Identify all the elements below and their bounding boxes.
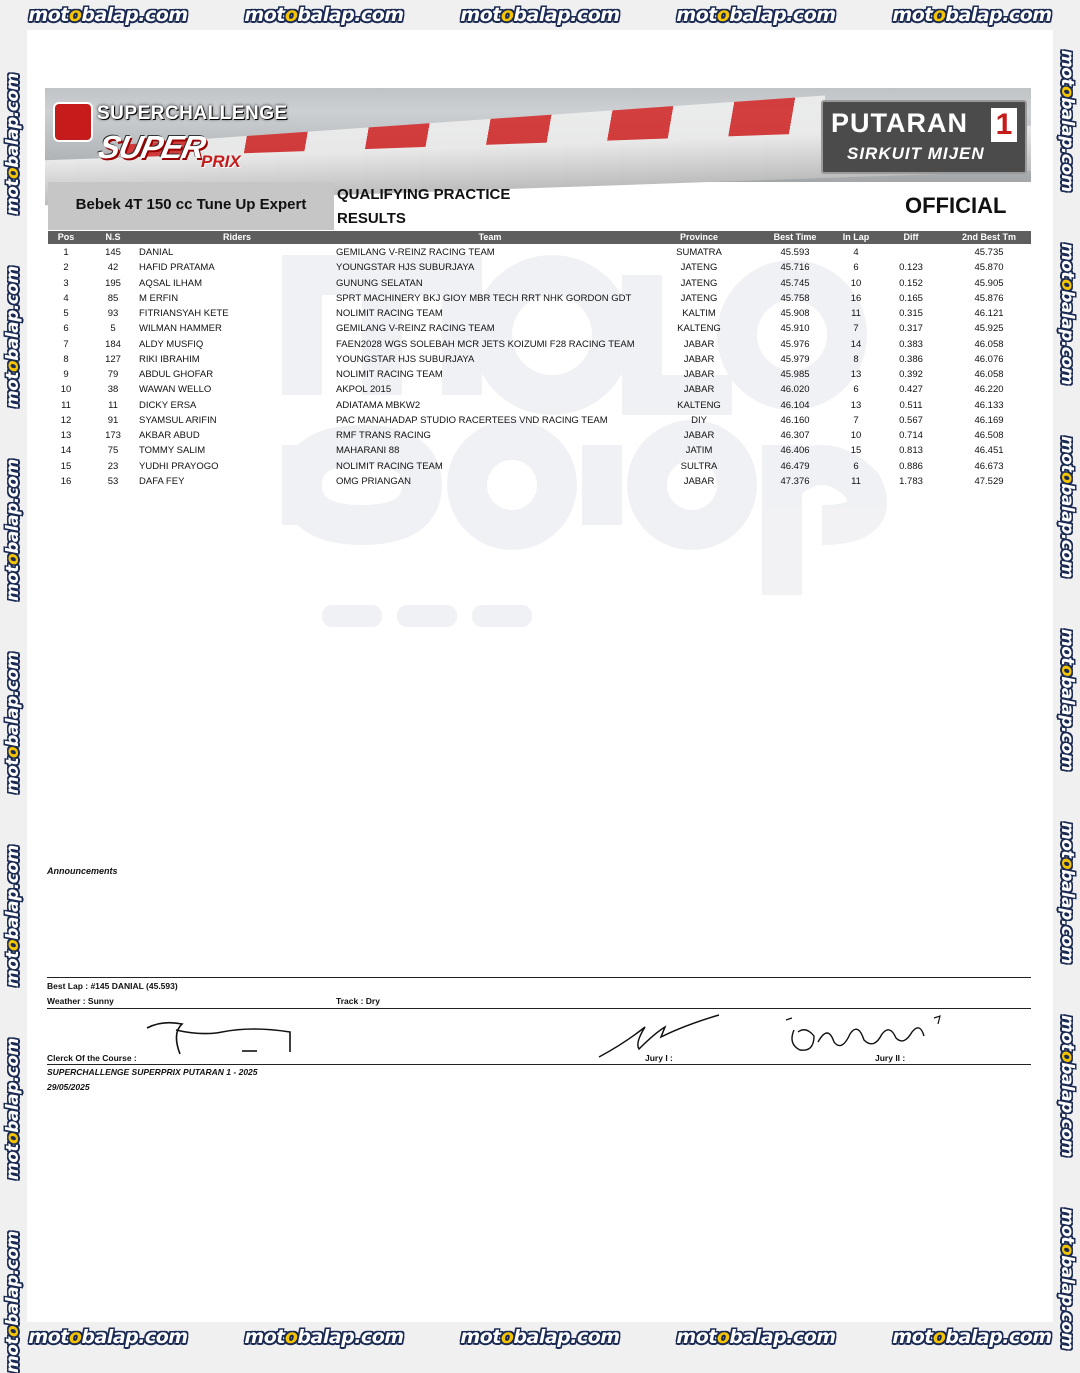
cell-ns: 42: [107, 262, 119, 274]
cell-team: GEMILANG V-REINZ RACING TEAM: [336, 323, 495, 335]
cell-second-best: 46.121: [974, 308, 1004, 319]
cell-province: JATENG: [680, 277, 718, 289]
table-row: [48, 428, 1031, 443]
circuit-name: SIRKUIT MIJEN: [847, 144, 985, 163]
cell-ns: 75: [107, 445, 119, 457]
watermark-text: motobalap.com: [3, 459, 23, 601]
cell-in-lap: 7: [853, 414, 859, 426]
cell-ns: 23: [107, 460, 119, 472]
cell-pos: 11: [61, 399, 71, 411]
table-row: [48, 474, 1031, 489]
cell-pos: 15: [60, 460, 72, 472]
cell-in-lap: 16: [850, 292, 862, 304]
cell-ns: 53: [107, 475, 119, 487]
cell-team: FAEN2028 WGS SOLEBAH MCR JETS KOIZUMI F28 RACING TEAM: [336, 338, 635, 350]
cell-province: JABAR: [683, 369, 715, 380]
cell-second-best: 46.220: [974, 384, 1004, 396]
cell-in-lap: 6: [853, 262, 859, 274]
cell-ns: 38: [107, 384, 119, 396]
watermark-text: motobalap.com: [892, 4, 1052, 26]
cell-ns: 127: [105, 353, 121, 365]
cell-pos: 16: [60, 475, 72, 487]
cell-province: KALTENG: [677, 399, 721, 411]
watermark-bottom-row: [0, 1322, 1080, 1352]
cell-pos: 5: [63, 308, 69, 319]
cell-ns: 195: [105, 277, 121, 289]
cell-province: JABAR: [683, 475, 715, 487]
cell-rider: DANIAL: [139, 247, 174, 258]
cell-team: NOLIMIT RACING TEAM: [336, 460, 443, 472]
results-sheet: [27, 30, 1053, 1322]
cell-diff: 0.152: [899, 277, 923, 289]
cell-ns: 184: [105, 338, 121, 350]
best-lap: Best Lap : #145 DANIAL (45.593): [47, 981, 178, 991]
cell-second-best: 46.508: [974, 430, 1004, 441]
cell-province: JABAR: [683, 384, 715, 396]
cell-ns: 11: [108, 399, 118, 411]
col-riders: Riders: [222, 232, 252, 242]
watermark-text: motobalap.com: [3, 845, 23, 987]
table-row: [48, 382, 1031, 397]
cell-rider: WILMAN HAMMER: [139, 323, 222, 335]
cell-team: MAHARANI 88: [336, 445, 400, 457]
cell-in-lap: 13: [850, 369, 862, 380]
cell-best-time: 46.160: [780, 414, 810, 426]
table-row: [48, 260, 1031, 275]
cell-rider: AKBAR ABUD: [139, 430, 200, 441]
divider: [47, 977, 1031, 978]
table-row: [48, 367, 1031, 382]
round-label: PUTARAN: [831, 108, 968, 138]
table-row: [48, 306, 1031, 321]
cell-rider: RIKI IBRAHIM: [139, 353, 200, 365]
cell-pos: 8: [63, 353, 69, 365]
watermark-text: motobalap.com: [1057, 243, 1077, 385]
cell-team: SPRT MACHINERY BKJ GIOY MBR TECH RRT NHK GORDON GDT: [336, 292, 632, 304]
table-row: [48, 276, 1031, 291]
cell-diff: 0.813: [899, 445, 923, 457]
cell-team: ADIATAMA MBKW2: [336, 399, 421, 411]
cell-pos: 7: [63, 338, 69, 350]
jury-one-label: Jury I :: [645, 1053, 673, 1063]
cell-rider: TOMMY SALIM: [139, 445, 206, 457]
watermark-text: motobalap.com: [3, 1231, 23, 1373]
watermark-text: motobalap.com: [244, 4, 404, 26]
watermark-text: motobalap.com: [676, 1326, 836, 1348]
cell-rider: DICKY ERSA: [139, 399, 197, 411]
cell-pos: 13: [60, 430, 72, 441]
cell-team: YOUNGSTAR HJS SUBURJAYA: [336, 353, 475, 365]
cell-ns: 79: [107, 369, 119, 380]
event-date: 29/05/2025: [47, 1082, 90, 1092]
cell-second-best: 46.673: [974, 460, 1004, 472]
cell-province: KALTIM: [682, 308, 716, 319]
results-table-body: [48, 245, 1031, 489]
cell-in-lap: 7: [853, 323, 859, 335]
cell-rider: WAWAN WELLO: [139, 384, 212, 396]
cell-best-time: 45.976: [780, 338, 810, 350]
divider: [47, 1064, 1031, 1065]
event-banner: [45, 88, 1031, 182]
cell-rider: ALDY MUSFIQ: [139, 338, 204, 350]
weather: Weather : Sunny: [47, 996, 114, 1006]
table-row: [48, 291, 1031, 306]
watermark-text: motobalap.com: [1057, 436, 1077, 578]
watermark-text: motobalap.com: [28, 4, 188, 26]
track-condition: Track : Dry: [336, 996, 380, 1006]
cell-second-best: 46.451: [974, 445, 1004, 457]
cell-diff: 0.427: [899, 384, 923, 396]
watermark-text: motobalap.com: [3, 266, 23, 408]
cell-best-time: 45.593: [780, 247, 810, 258]
cell-pos: 6: [63, 323, 69, 335]
clerk-label: Clerck Of the Course :: [47, 1053, 137, 1063]
cell-best-time: 46.406: [780, 445, 810, 457]
table-row: [48, 321, 1031, 336]
table-row: [48, 245, 1031, 260]
cell-pos: 3: [63, 277, 69, 289]
table-row: [48, 443, 1031, 458]
cell-in-lap: 10: [850, 430, 862, 441]
cell-ns: 145: [105, 247, 121, 258]
official-status: OFFICIAL: [905, 193, 1007, 218]
watermark-text: motobalap.com: [676, 4, 836, 26]
cell-team: PAC MANAHADAP STUDIO RACERTEES VND RACING TEAM: [336, 414, 608, 426]
cell-second-best: 45.870: [974, 262, 1004, 274]
cell-diff: 0.315: [899, 308, 923, 319]
cell-best-time: 45.758: [780, 292, 810, 304]
cell-pos: 2: [63, 262, 69, 274]
cell-rider: AQSAL ILHAM: [139, 277, 203, 289]
cell-diff: 0.392: [899, 369, 923, 380]
cell-diff: 0.886: [899, 460, 923, 472]
cell-best-time: 45.979: [780, 353, 810, 365]
cell-team: AKPOL 2015: [336, 384, 392, 396]
cell-pos: 12: [60, 414, 72, 426]
cell-in-lap: 13: [850, 399, 862, 411]
cell-best-time: 46.479: [780, 460, 810, 472]
cell-best-time: 45.985: [780, 369, 810, 380]
table-row: [48, 459, 1031, 474]
cell-diff: 0.714: [899, 430, 923, 441]
col-ns: N.S: [105, 232, 121, 242]
col-best-time: Best Time: [773, 232, 817, 242]
cell-pos: 1: [63, 247, 69, 258]
watermark-text: motobalap.com: [3, 652, 23, 794]
round-number: 1: [991, 108, 1017, 142]
cell-best-time: 45.716: [780, 262, 810, 274]
cell-team: NOLIMIT RACING TEAM: [336, 308, 443, 319]
cell-team: GEMILANG V-REINZ RACING TEAM: [336, 247, 495, 258]
cell-best-time: 45.745: [780, 277, 810, 289]
watermark-text: motobalap.com: [1057, 50, 1077, 192]
cell-ns: 85: [107, 292, 119, 304]
col-second-best: 2nd Best Tm: [961, 232, 1017, 242]
cell-province: JATIM: [685, 445, 713, 457]
watermark-text: motobalap.com: [3, 73, 23, 215]
cell-rider: FITRIANSYAH KETE: [139, 308, 229, 319]
brand-title: SUPERCHALLENGE: [97, 103, 288, 124]
watermark-text: motobalap.com: [244, 1326, 404, 1348]
cell-ns: 93: [107, 308, 119, 319]
cell-province: DIY: [691, 414, 707, 426]
cell-ns: 5: [110, 323, 116, 335]
brand-super: SUPER: [95, 129, 209, 165]
cell-in-lap: 8: [853, 353, 859, 365]
cell-in-lap: 15: [850, 445, 862, 457]
col-pos: Pos: [57, 232, 75, 242]
event-name: SUPERCHALLENGE SUPERPRIX PUTARAN 1 - 2025: [47, 1067, 258, 1077]
cell-ns: 91: [107, 414, 119, 426]
watermark-left-column: [0, 30, 26, 1373]
col-province: Province: [679, 232, 719, 242]
cell-second-best: 47.529: [974, 475, 1004, 487]
brand-prix: PRIX: [201, 152, 241, 171]
cell-team: GUNUNG SELATAN: [336, 277, 423, 289]
cell-diff: 0.165: [899, 292, 923, 304]
cell-in-lap: 4: [853, 247, 859, 258]
cell-diff: 0.511: [899, 399, 923, 411]
watermark-text: motobalap.com: [892, 1326, 1052, 1348]
cell-second-best: 46.169: [974, 414, 1004, 426]
cell-diff: 0.317: [899, 323, 923, 335]
cell-best-time: 45.908: [780, 308, 810, 319]
cell-second-best: 45.876: [974, 292, 1004, 304]
cell-in-lap: 6: [853, 384, 859, 396]
cell-second-best: 46.058: [974, 369, 1004, 380]
cell-team: YOUNGSTAR HJS SUBURJAYA: [336, 262, 475, 274]
cell-rider: M ERFIN: [139, 292, 179, 304]
cell-province: JATENG: [680, 262, 718, 274]
cell-rider: YUDHI PRAYOGO: [139, 460, 219, 472]
results-table-header: [48, 231, 1031, 244]
announcements-label: Announcements: [47, 866, 118, 876]
watermark-text: motobalap.com: [460, 4, 620, 26]
watermark-text: motobalap.com: [1057, 1208, 1077, 1350]
cell-province: KALTENG: [677, 323, 721, 335]
clerk-signature: [142, 1018, 302, 1058]
col-in-lap: In Lap: [842, 232, 870, 242]
cell-province: SULTRA: [680, 460, 718, 472]
watermark-right-column: [1054, 30, 1080, 1350]
cell-second-best: 46.058: [974, 338, 1004, 350]
brand-emblem-icon: [53, 102, 93, 142]
cell-diff: 0.567: [899, 414, 923, 426]
cell-best-time: 46.307: [780, 430, 810, 441]
watermark-text: motobalap.com: [1057, 822, 1077, 964]
cell-in-lap: 6: [853, 460, 859, 472]
category-title: Bebek 4T 150 cc Tune Up Expert: [75, 196, 307, 213]
cell-in-lap: 11: [851, 475, 861, 487]
cell-best-time: 46.020: [780, 384, 810, 396]
cell-best-time: 45.910: [780, 323, 810, 335]
session-title: QUALIFYING PRACTICE: [337, 186, 511, 203]
cell-diff: 0.123: [899, 262, 923, 274]
cell-province: JABAR: [683, 338, 715, 350]
watermark-top-row: [0, 0, 1080, 30]
cell-province: JABAR: [683, 353, 715, 365]
col-diff: Diff: [903, 232, 919, 242]
cell-team: NOLIMIT RACING TEAM: [336, 369, 443, 380]
cell-diff: 0.386: [899, 353, 923, 365]
cell-province: SUMATRA: [676, 247, 722, 258]
divider: [47, 1008, 1031, 1009]
cell-diff: 1.783: [899, 475, 923, 487]
cell-in-lap: 10: [850, 277, 862, 289]
watermark-text: motobalap.com: [28, 1326, 188, 1348]
cell-province: JATENG: [680, 292, 718, 304]
table-row: [48, 398, 1031, 413]
cell-team: RMF TRANS RACING: [336, 430, 431, 441]
watermark-text: motobalap.com: [1057, 1015, 1077, 1157]
watermark-text: motobalap.com: [1057, 629, 1077, 771]
watermark-text: motobalap.com: [460, 1326, 620, 1348]
cell-ns: 173: [105, 430, 121, 441]
cell-rider: SYAMSUL ARIFIN: [139, 414, 217, 426]
cell-second-best: 45.735: [974, 247, 1004, 258]
cell-second-best: 45.905: [974, 277, 1004, 289]
cell-second-best: 46.133: [974, 399, 1004, 411]
session-subtitle: RESULTS: [337, 210, 406, 227]
superchallenge-logo: [51, 96, 288, 178]
table-row: [48, 352, 1031, 367]
cell-in-lap: 14: [850, 338, 862, 350]
cell-team: OMG PRIANGAN: [336, 475, 411, 487]
round-badge: [821, 100, 1027, 174]
cell-in-lap: 11: [851, 308, 861, 319]
table-row: [48, 413, 1031, 428]
cell-pos: 9: [63, 369, 69, 380]
jury-two-label: Jury II :: [875, 1053, 906, 1063]
cell-province: JABAR: [683, 430, 715, 441]
cell-second-best: 46.076: [974, 353, 1004, 365]
cell-rider: ABDUL GHOFAR: [139, 369, 214, 380]
cell-rider: DAFA FEY: [139, 475, 185, 487]
cell-rider: HAFID PRATAMA: [139, 262, 215, 274]
category-box: [48, 182, 334, 230]
cell-best-time: 46.104: [780, 399, 810, 411]
col-team: Team: [478, 232, 502, 242]
cell-pos: 10: [60, 384, 72, 396]
table-row: [48, 337, 1031, 352]
cell-second-best: 45.925: [974, 323, 1004, 335]
watermark-text: motobalap.com: [3, 1038, 23, 1180]
cell-best-time: 47.376: [780, 475, 810, 487]
jury-two-signature: [784, 1012, 949, 1060]
cell-pos: 14: [60, 445, 72, 457]
cell-diff: 0.383: [899, 338, 923, 350]
cell-pos: 4: [63, 292, 69, 304]
